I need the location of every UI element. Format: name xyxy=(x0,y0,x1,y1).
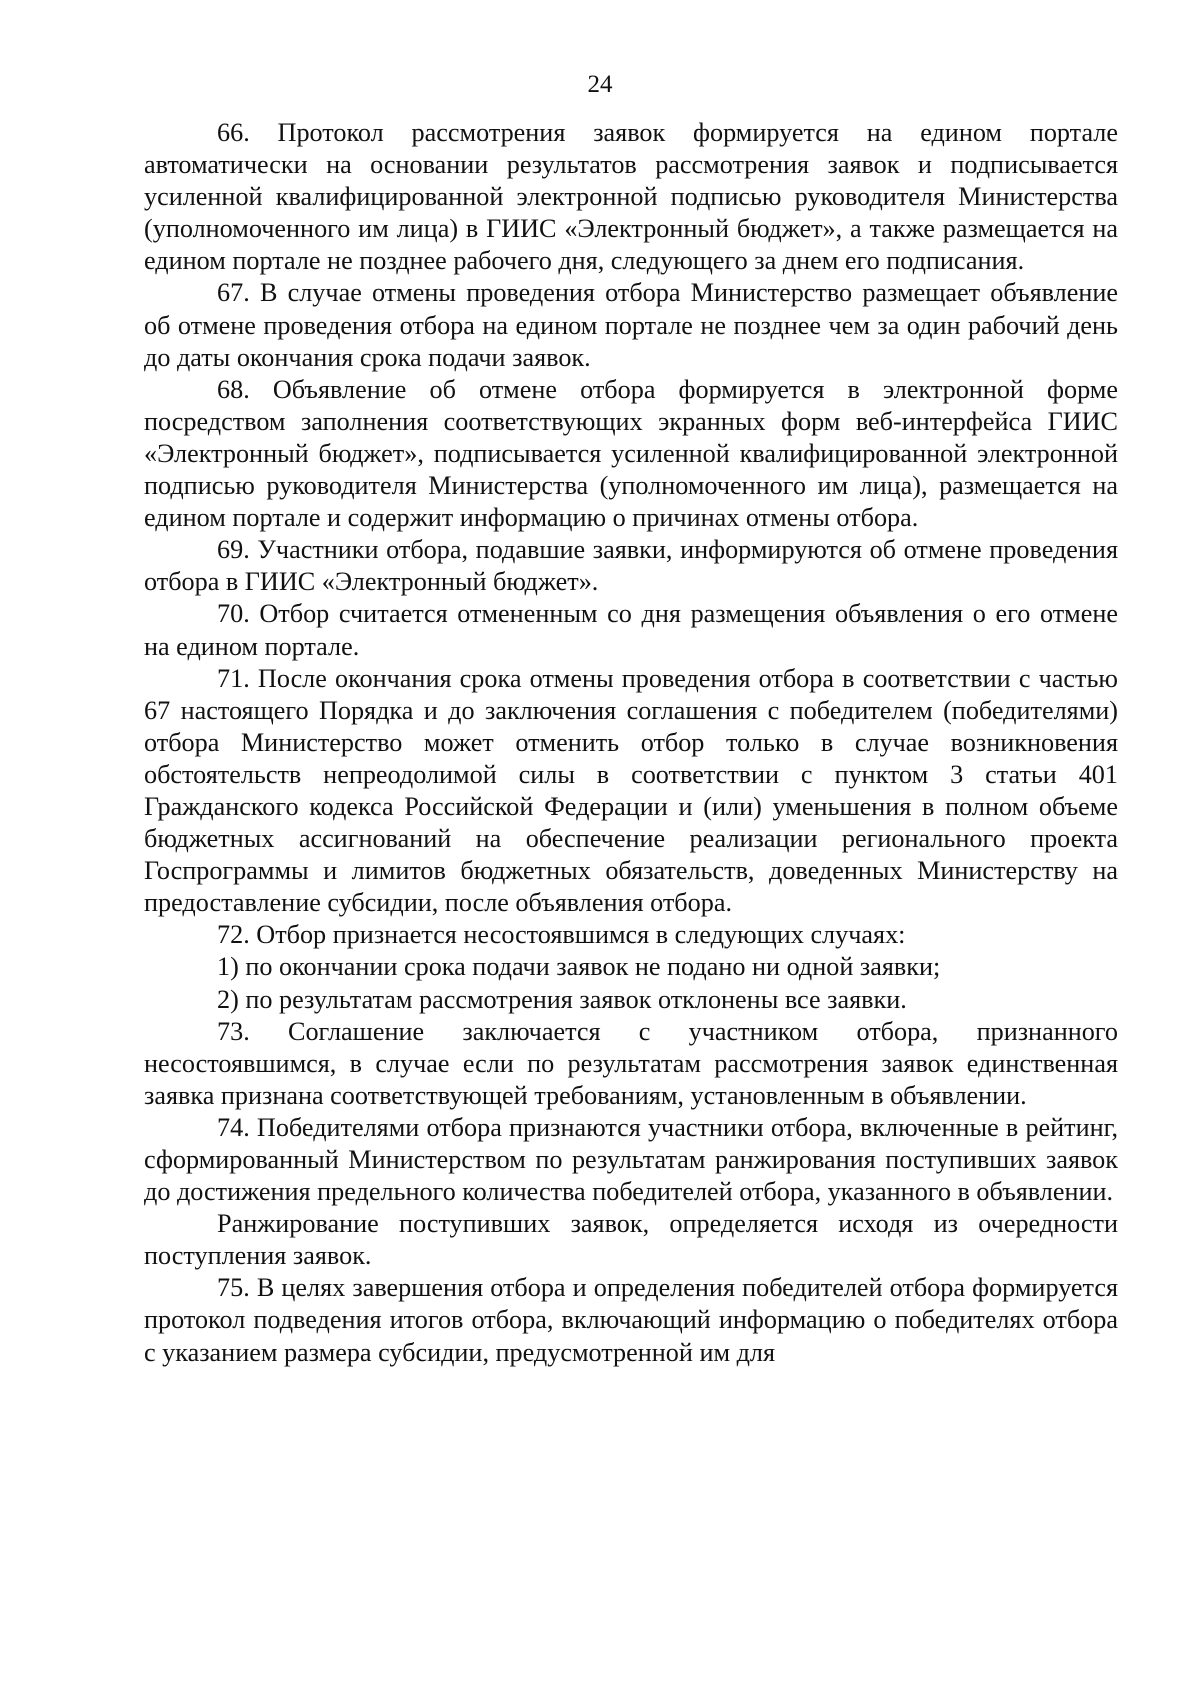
paragraph-71: 71. После окончания срока отмены проведения отбора в соответствии с частью 67 настоящего Порядка и до заключения соглашения с победителем (победителями) отбора Министерство может отменить отбор только в случае возникновения обстоятельств непреодолимой силы в соответствии с пунктом 3 статьи 401 Гражданского кодекса Российской Федерации и (или) уменьшения в полном объеме бюджетных ассигнований на обеспечение реализации регионального проекта Госпрограммы и лимитов бюджетных обязательств, доведенных Министерству на предоставление субсидии, после объявления отбора. xyxy=(144,663,1118,918)
paragraph-74: 74. Победителями отбора признаются участники отбора, включенные в рейтинг, сформированный Министерством по результатам ранжирования поступивших заявок до достижения предельного количества победителей отбора, указанного в объявлении. xyxy=(144,1112,1118,1207)
paragraph-73: 73. Соглашение заключается с участником отбора, признанного несостоявшимся, в случае если по результатам рассмотрения заявок единственная заявка признана соответствующей требованиям, установленным в объявлении. xyxy=(144,1016,1118,1110)
paragraph-72-item-1: 1) по окончании срока подачи заявок не подано ни одной заявки; xyxy=(217,952,941,982)
paragraph-72-item-2: 2) по результатам рассмотрения заявок отклонены все заявки. xyxy=(217,984,907,1014)
paragraph-68: 68. Объявление об отмене отбора формируется в электронной форме посредством заполнения соответствующих экранных форм веб-интерфейса ГИИС «Электронный бюджет», подписывается усиленной квалифицированной электронной подписью руководителя Министерства (уполномоченного им лица), размещается на едином портале и содержит информацию о причинах отмены отбора. xyxy=(144,374,1118,533)
paragraph-67: 67. В случае отмены проведения отбора Министерство размещает объявление об отмене проведения отбора на едином портале не позднее чем за один рабочий день до даты окончания срока подачи заявок. xyxy=(144,278,1118,372)
paragraph-66: 66. Протокол рассмотрения заявок формируется на едином портале автоматически на основании результатов рассмотрения заявок и подписывается усиленной квалифицированной электронной подписью руководителя Министерства (уполномоченного им лица) в ГИИС «Электронный бюджет», а также размещается на едином портале не позднее рабочего дня, следующего за днем его подписания. xyxy=(144,118,1118,276)
page-number: 24 xyxy=(587,71,613,98)
paragraph-72: 72. Отбор признается несостоявшимся в следующих случаях: xyxy=(217,920,906,950)
paragraph-69: 69. Участники отбора, подавшие заявки, информируются об отмене проведения отбора в ГИИС «Электронный бюджет». xyxy=(144,535,1118,597)
paragraph-74-ranking: Ранжирование поступивших заявок, определяется исходя из очередности поступления заявок. xyxy=(144,1209,1118,1271)
paragraph-75: 75. В целях завершения отбора и определения победителей отбора формируется протокол подведения итогов отбора, включающий информацию о победителях отбора с указанием размера субсидии, предусмотренной им для xyxy=(144,1273,1118,1367)
document-body xyxy=(144,117,1118,1369)
paragraph-70: 70. Отбор считается отмененным со дня размещения объявления о его отмене на едином портале. xyxy=(144,599,1118,661)
